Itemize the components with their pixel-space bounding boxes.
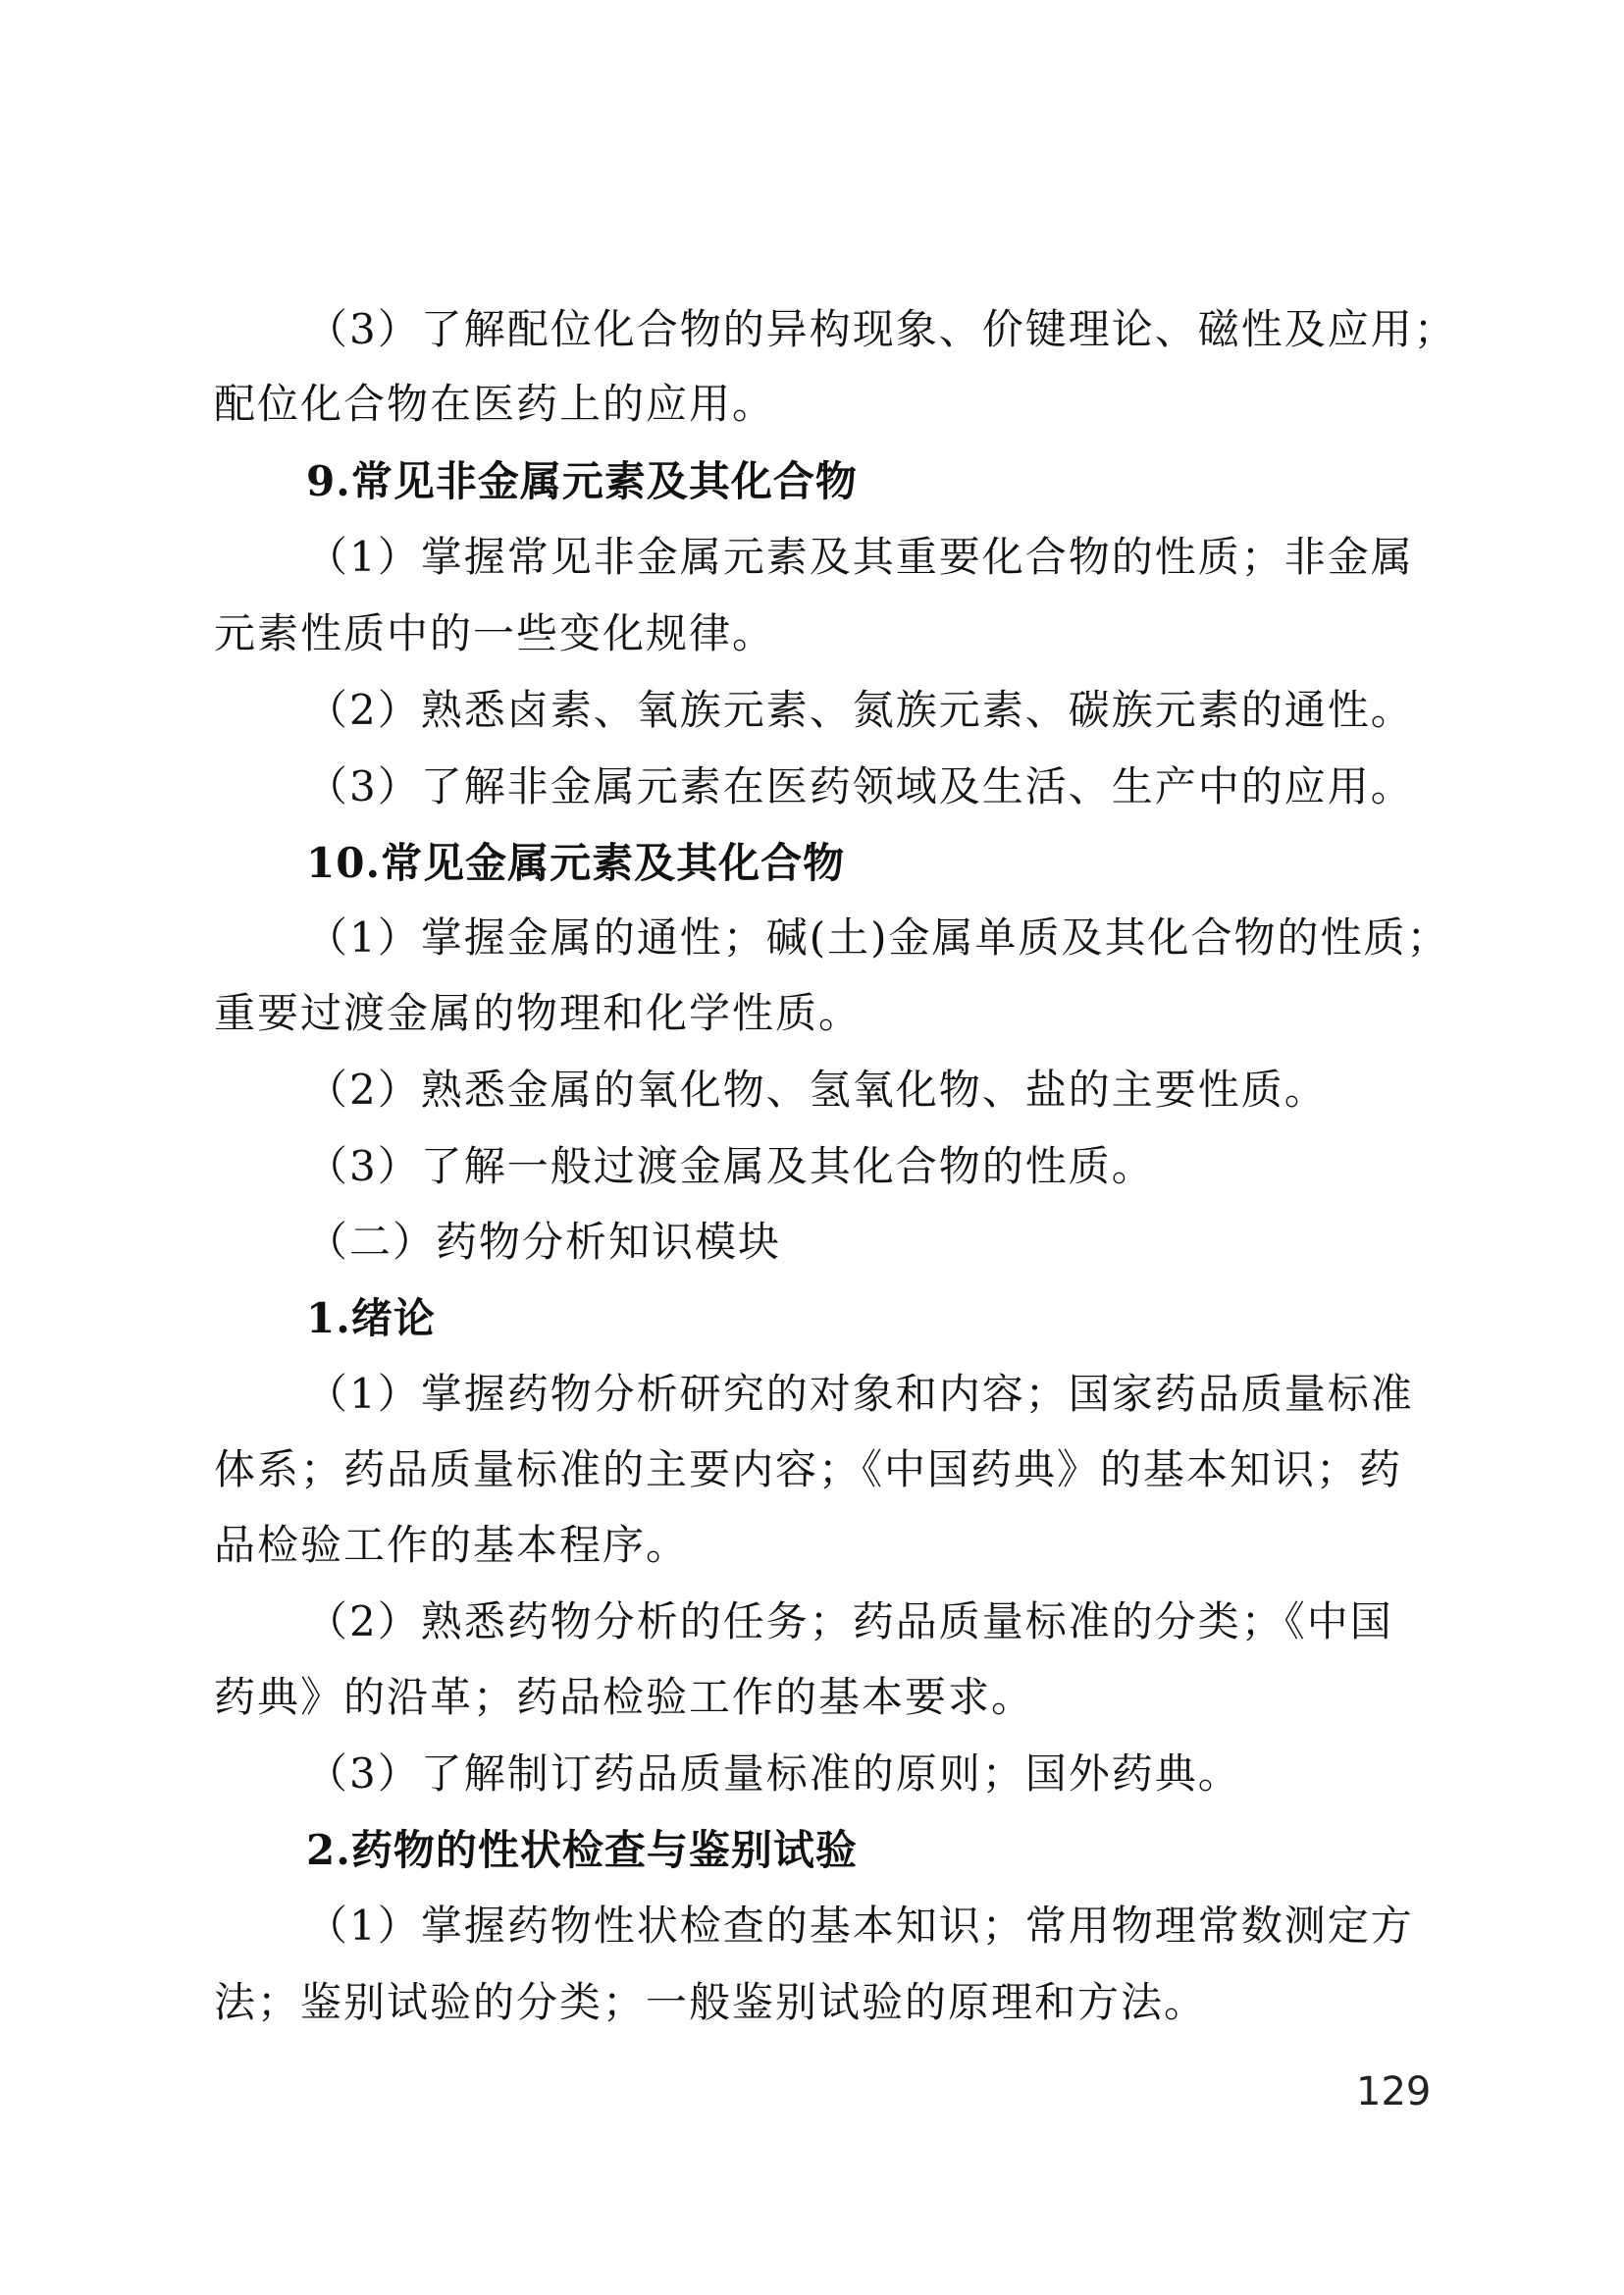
paragraph-line: 体系；药品质量标准的主要内容；《中国药典》的基本知识；药: [214, 1445, 1403, 1493]
paragraph-line: （3）了解配位化合物的异构现象、价键理论、磁性及应用；: [306, 305, 1457, 353]
paragraph-line: 品检验工作的基本程序。: [214, 1521, 690, 1569]
paragraph-line: 配位化合物在医药上的应用。: [214, 380, 776, 428]
paragraph-line: 重要过渡金属的物理和化学性质。: [214, 989, 863, 1037]
paragraph-line: （2）熟悉药物分析的任务；药品质量标准的分类；《中国: [306, 1597, 1393, 1645]
paragraph-line: （3）了解制订药品质量标准的原则；国外药典。: [306, 1749, 1241, 1798]
paragraph-line: 药典》的沿革；药品检验工作的基本要求。: [214, 1673, 1035, 1721]
paragraph-line: （1）掌握药物分析研究的对象和内容；国家药品质量标准: [306, 1370, 1414, 1418]
paragraph-line: 法；鉴别试验的分类；一般鉴别试验的原理和方法。: [214, 1978, 1208, 2026]
section-heading: 1.绪论: [306, 1294, 436, 1342]
paragraph-line: （2）熟悉卤素、氧族元素、氮族元素、碳族元素的通性。: [306, 686, 1414, 734]
section-heading: 9.常见非金属元素及其化合物: [306, 457, 858, 505]
paragraph-line: （1）掌握金属的通性；碱(土)金属单质及其化合物的性质；: [306, 913, 1450, 962]
paragraph-line: （2）熟悉金属的氧化物、氢氧化物、盐的主要性质。: [306, 1066, 1328, 1114]
paragraph-line: （3）了解非金属元素在医药领域及生活、生产中的应用。: [306, 762, 1414, 810]
section-heading: 2.药物的性状检查与鉴别试验: [306, 1826, 858, 1874]
module-heading: （二）药物分析知识模块: [306, 1218, 782, 1266]
paragraph-line: （1）掌握药物性状检查的基本知识；常用物理常数测定方: [306, 1902, 1414, 1950]
paragraph-line: （3）了解一般过渡金属及其化合物的性质。: [306, 1142, 1155, 1190]
page-number: 129: [1356, 2069, 1432, 2114]
section-heading: 10.常见金属元素及其化合物: [306, 839, 846, 887]
paragraph-line: 元素性质中的一些变化规律。: [214, 609, 776, 657]
paragraph-line: （1）掌握常见非金属元素及其重要化合物的性质；非金属: [306, 533, 1414, 581]
